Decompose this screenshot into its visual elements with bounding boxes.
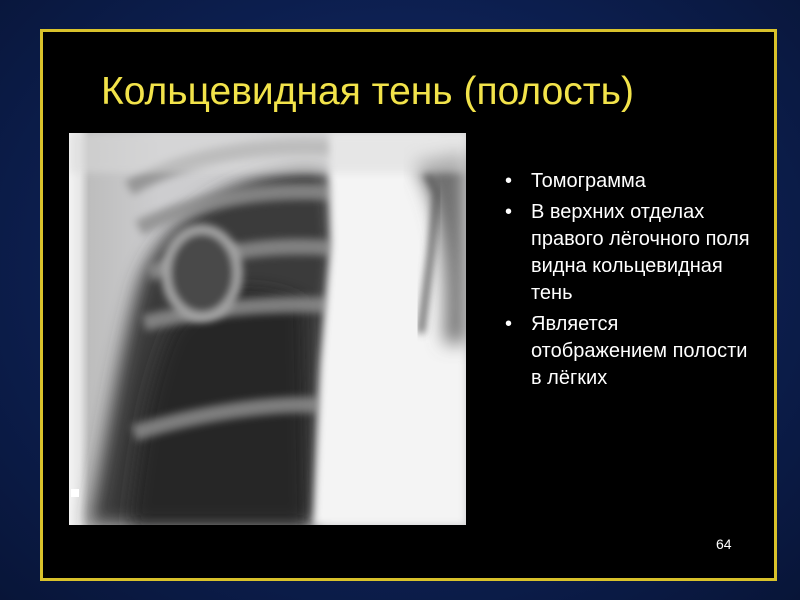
bullet-text: Является отображением полости в лёгких [531,313,748,389]
bullet-dot: • [505,313,513,335]
bullet-item [505,311,755,392]
slide-title: Кольцевидная тень (полость) [101,70,634,113]
bullet-item [505,199,755,307]
bullet-list [505,168,755,396]
bullet-item [505,168,755,195]
slide-frame [40,29,777,581]
bullet-dot: • [505,201,513,223]
bullet-text: В верхних отделах правого лёгочного поля видна кольцевидная тень [531,201,750,304]
bullet-text: Томограмма [531,170,646,192]
bullet-dot: • [505,170,513,192]
slide-page-number: 64 [716,536,732,552]
xray-tomogram-image [69,133,466,525]
